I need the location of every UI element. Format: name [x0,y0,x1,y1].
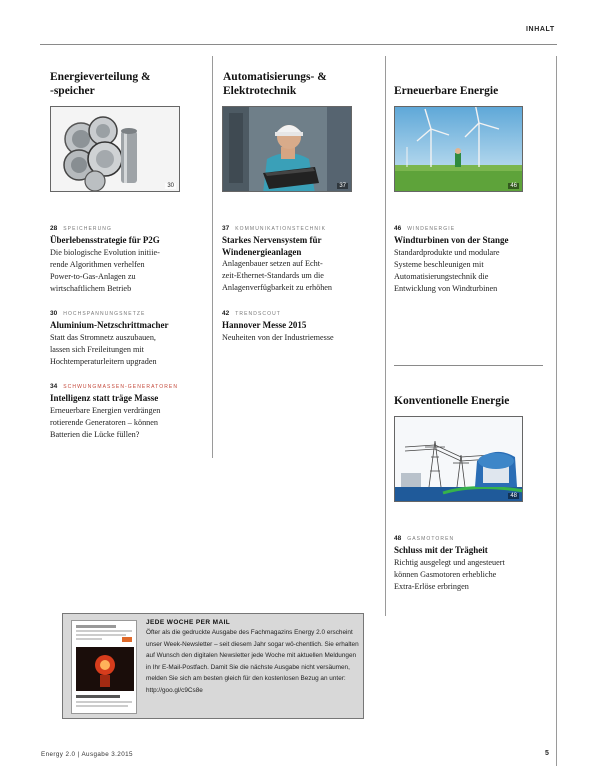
article-page-number: 42 [222,310,230,317]
article-kicker: KOMMUNIKATIONSTECHNIK [235,226,327,232]
photo-page-number: 48 [510,493,517,499]
photo-page-number: 30 [167,183,174,189]
article-34[interactable] [50,383,210,441]
wind-turbines-illustration [395,107,523,192]
article-title[interactable]: Starkes Nervensystem für Windenergieanlagen [222,235,322,257]
photo-page-number: 46 [510,183,517,189]
article-teaser: Erneuerbare Energien verdrängen rotierende Generatoren – können Batterien die Lücke füllen? [50,405,161,439]
article-page-number: 34 [50,383,58,390]
article-37[interactable] [222,225,382,294]
article-title[interactable]: Hannover Messe 2015 [222,320,307,330]
power-plant-photo[interactable] [394,416,523,502]
newsletter-preview-illustration [72,621,137,714]
article-kicker: WINDENERGIE [407,226,456,232]
article-page-number: 48 [394,535,402,542]
article-28[interactable] [50,225,210,295]
section-separator [394,365,543,366]
footer-page-number: 5 [545,750,549,757]
article-page-number: 46 [394,225,402,232]
article-46[interactable] [394,225,554,295]
article-kicker: SCHWUNGMASSEN-GENERATOREN [63,384,179,390]
article-kicker: GASMOTOREN [407,536,455,542]
power-plant-illustration [395,417,523,502]
newsletter-body: Öfter als die gedruckte Ausgabe des Fachmagazins Energy 2.0 erscheint unser Week-Newsletter – seit diesem Jahr sogar wö-chentlich. Sie erhalten auf Wunsch den digitalen Newsletter jede Woche mit aktuellen Meldungen in Ihr E-Mail-Postfach. Damit Sie die nächste Ausgabe nicht versäumen, melden Sie sich am besten gleich für den kostenlosen Bezug an unter: http://goo.gl/c9Cs8e [146,629,359,694]
section-label: INHALT [526,26,555,33]
article-title[interactable]: Windturbinen von der Stange [394,235,509,245]
article-kicker: TRENDSCOUT [235,311,281,317]
article-page-number: 28 [50,225,58,232]
newsletter-title: JEDE WOCHE PER MAIL [146,619,231,626]
wind-turbines-photo[interactable] [394,106,523,192]
article-page-number: 30 [50,310,58,317]
photo-page-number: 37 [339,183,346,189]
article-kicker: SPEICHERUNG [63,226,113,232]
column-title-erneuerbare: Erneuerbare Energie [394,85,499,97]
article-page-number: 37 [222,225,230,232]
article-48[interactable] [394,535,554,593]
engineer-illustration [223,107,352,192]
cables-illustration [51,107,180,192]
newsletter-box [62,613,364,719]
article-30[interactable] [50,310,210,368]
header-rule [40,44,557,45]
footer-publication: Energy 2.0 | Ausgabe 3.2015 [41,751,133,758]
column-divider-1 [212,56,213,458]
article-42[interactable] [222,310,382,344]
column-divider-3 [556,56,557,766]
column-title-energieverteilung: Energieverteilung & -speicher [50,71,151,97]
article-title[interactable]: Überlebensstrategie für P2G [50,235,160,245]
article-teaser: Statt das Stromnetz auszubauen, lassen sich Freileitungen mit Hochtemperaturleitern upgraden [50,332,157,366]
column-divider-2 [385,56,386,616]
cables-photo[interactable] [50,106,180,192]
article-teaser: Neuheiten von der Industriemesse [222,332,334,342]
article-teaser: Standardprodukte und modulare Systeme beschleunigen mit Automatisierungstechnik die Entwicklung von Windturbinen [394,247,500,293]
article-kicker: HOCHSPANNUNGSNETZE [63,311,146,317]
newsletter-thumbnail [71,620,137,714]
section-title-konventionelle: Konventionelle Energie [394,395,510,407]
article-teaser: Die biologische Evolution initiie- rende Algorithmen verhelfen Power-to-Gas-Anlagen zu wirtschaftlichem Betrieb [50,247,160,293]
article-title[interactable]: Aluminium-Netzschrittmacher [50,320,169,330]
column-title-automatisierung: Automatisierungs- & Elektrotechnik [223,71,327,97]
article-teaser: Anlagenbauer setzen auf Echt- zeit-Ethernet-Standards um die Anlagenverfügbarkeit zu erhöhen [222,259,333,292]
article-title[interactable]: Schluss mit der Trägheit [394,545,488,555]
article-teaser: Richtig ausgelegt und angesteuert können Gasmotoren erhebliche Extra-Erlöse erbringen [394,557,505,591]
article-title[interactable]: Intelligenz statt träge Masse [50,393,159,403]
engineer-photo[interactable] [222,106,352,192]
